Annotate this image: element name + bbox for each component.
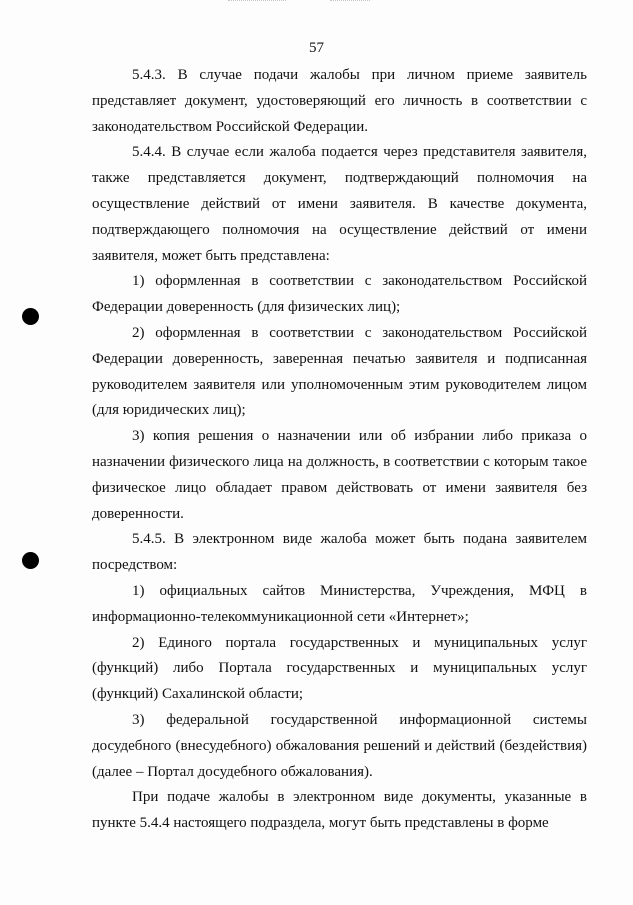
- list-item-5-4-5-1: 1) официальных сайтов Министерства, Учреждения, МФЦ в информационно-телекоммуникационной сети «Интернет»;: [92, 582, 587, 625]
- binder-hole: [22, 552, 39, 569]
- paragraph-5-4-5: 5.4.5. В электронном виде жалоба может быть подана заявителем посредством:: [92, 531, 587, 574]
- paragraph-electronic-submission: При подаче жалобы в электронном виде документы, указанные в пункте 5.4.4 настоящего подраздела, могут быть представлены в форме: [92, 789, 587, 832]
- list-item-5-4-4-2: 2) оформленная в соответствии с законодательством Российской Федерации доверенность, заверенная печатью заявителя и подписанная руководителем заявителя или уполномоченным этим руководителем лицом (для юридических лиц);: [92, 324, 587, 419]
- page-number: 57: [309, 40, 324, 56]
- list-item-5-4-4-1: 1) оформленная в соответствии с законодательством Российской Федерации доверенность (для физических лиц);: [92, 273, 587, 316]
- binder-hole: [22, 308, 39, 325]
- list-item-5-4-5-2: 2) Единого портала государственных и муниципальных услуг (функций) либо Портала государственных и муниципальных услуг (функций) Сахалинской области;: [92, 634, 587, 703]
- paragraph-5-4-3: 5.4.3. В случае подачи жалобы при личном приеме заявитель представляет документ, удостоверяющий его личность в соответствии с законодательством Российской Федерации.: [92, 67, 587, 135]
- list-item-5-4-4-3: 3) копия решения о назначении или об избрании либо приказа о назначении физического лица на должность, в соответствии с которым такое физическое лицо обладает правом действовать от имени заявителя без доверенности.: [92, 428, 587, 522]
- scan-artifact: [228, 0, 286, 15]
- list-item-5-4-5-3: 3) федеральной государственной информационной системы досудебного (внесудебного) обжалования решений и действий (бездействия) (далее – Портал досудебного обжалования).: [92, 711, 587, 780]
- document-body: [92, 63, 587, 837]
- paragraph-5-4-4: 5.4.4. В случае если жалоба подается через представителя заявителя, также представляется документ, подтверждающий полномочия на осуществление действий от имени заявителя. В качестве документа, подтверждающего полномочия на осуществление действий от имени заявителя, может быть представлена:: [92, 144, 587, 264]
- scan-artifact: [330, 0, 370, 15]
